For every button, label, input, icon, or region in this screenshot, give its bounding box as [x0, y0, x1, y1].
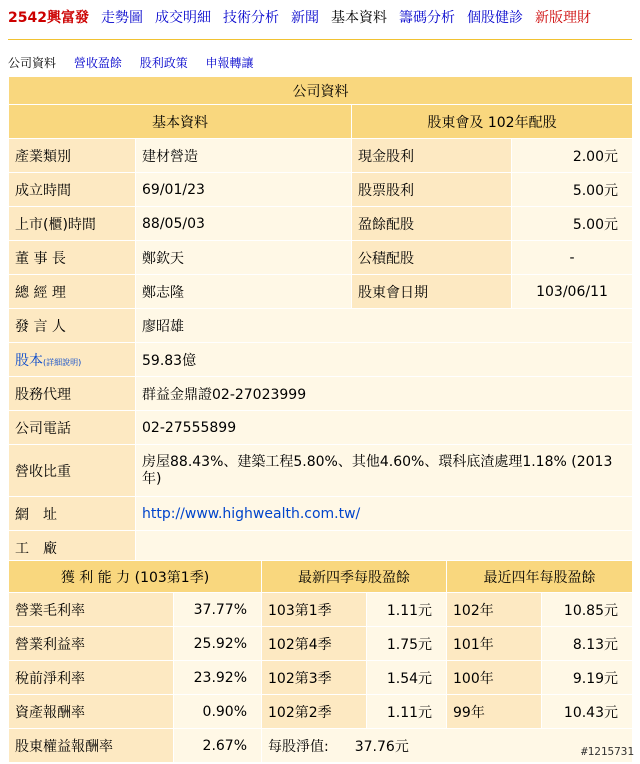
operating-margin-label: 營業利益率: [9, 627, 174, 661]
table-row: [9, 343, 633, 377]
stock-title: 2542興富發: [8, 10, 89, 26]
table-row: [9, 411, 633, 445]
spokesperson-label: 發 言 人: [9, 309, 136, 343]
table-row: [9, 377, 633, 411]
earnings-stock-label: 盈餘配股: [352, 207, 512, 241]
top-nav: [0, 0, 640, 34]
industry-value: 建材營造: [136, 139, 352, 173]
table-row: [9, 661, 633, 695]
nav-divider: [8, 39, 632, 40]
phone-value: 02-27555899: [136, 411, 633, 445]
eps-year-label: 100年: [447, 661, 542, 695]
reserve-stock-label: 公積配股: [352, 241, 512, 275]
nav-diagnosis[interactable]: 個股健診: [466, 10, 523, 26]
earnings-stock-value: 5.00元: [512, 207, 633, 241]
listing-value: 88/05/03: [136, 207, 352, 241]
table-row: [9, 241, 633, 275]
subnav-revenue[interactable]: 營收盈餘: [73, 56, 122, 70]
table-row: [9, 139, 633, 173]
nav-technical[interactable]: 技術分析: [222, 10, 279, 26]
nav-chart[interactable]: 走勢圖: [100, 10, 143, 26]
ceo-label: 總 經 理: [9, 275, 136, 309]
table-row: [9, 497, 633, 531]
gross-margin-value: 37.77%: [174, 593, 262, 627]
website-label: 網 址: [9, 497, 136, 531]
sub-nav: [8, 54, 268, 71]
basic-info-title: 基本資料: [9, 105, 352, 139]
eps-year-label: 102年: [447, 593, 542, 627]
nav-per-share-cell: [262, 729, 633, 763]
nav-news[interactable]: 新聞: [290, 10, 319, 26]
table-row: [9, 309, 633, 343]
profitability-table: [8, 560, 633, 763]
pretax-margin-value: 23.92%: [174, 661, 262, 695]
table-row: [9, 207, 633, 241]
eps-year-value: 10.43元: [542, 695, 633, 729]
watermark: #1215731: [581, 745, 634, 758]
eps-quarter-label: 102第3季: [262, 661, 367, 695]
eps-quarters-title: 最新四季每股盈餘: [262, 561, 447, 593]
table-row: [9, 729, 633, 763]
meeting-date-value: 103/06/11: [512, 275, 633, 309]
gross-margin-label: 營業毛利率: [9, 593, 174, 627]
roe-label: 股東權益報酬率: [9, 729, 174, 763]
nav-per-share-label: 每股淨值:: [268, 738, 329, 755]
ceo-value: 鄭志隆: [136, 275, 352, 309]
company-info-table: [8, 76, 633, 565]
table-row: [9, 275, 633, 309]
table-row: [9, 593, 633, 627]
nav-chips[interactable]: 籌碼分析: [398, 10, 455, 26]
agent-label: 股務代理: [9, 377, 136, 411]
capital-label-cell: [9, 343, 136, 377]
meeting-date-label: 股東會日期: [352, 275, 512, 309]
stock-dividend-label: 股票股利: [352, 173, 512, 207]
profitability-title: 獲 利 能 力 (103第1季): [9, 561, 262, 593]
eps-quarter-label: 103第1季: [262, 593, 367, 627]
nav-basic-info[interactable]: 基本資料: [330, 10, 387, 26]
phone-label: 公司電話: [9, 411, 136, 445]
revenue-mix-value: 房屋88.43%、建築工程5.80%、其他4.60%、環科底渣處理1.18% (2013年): [136, 445, 633, 497]
table-row: [9, 695, 633, 729]
operating-margin-value: 25.92%: [174, 627, 262, 661]
capital-value: 59.83億: [136, 343, 633, 377]
roa-value: 0.90%: [174, 695, 262, 729]
eps-year-value: 10.85元: [542, 593, 633, 627]
website-cell: [136, 497, 633, 531]
factory-label: 工 廠: [9, 531, 136, 565]
website-link[interactable]: http://www.highwealth.com.tw/: [142, 505, 361, 522]
eps-quarter-label: 102第4季: [262, 627, 367, 661]
chairman-label: 董 事 長: [9, 241, 136, 275]
nav-trades[interactable]: 成交明細: [154, 10, 211, 26]
roe-value: 2.67%: [174, 729, 262, 763]
industry-label: 產業類別: [9, 139, 136, 173]
eps-quarter-value: 1.11元: [367, 593, 447, 627]
stock-dividend-value: 5.00元: [512, 173, 633, 207]
eps-year-value: 9.19元: [542, 661, 633, 695]
reserve-stock-value: -: [512, 241, 633, 275]
pretax-margin-label: 稅前淨利率: [9, 661, 174, 695]
eps-quarter-value: 1.75元: [367, 627, 447, 661]
founded-value: 69/01/23: [136, 173, 352, 207]
roa-label: 資產報酬率: [9, 695, 174, 729]
table-row: [9, 173, 633, 207]
table-row: [9, 627, 633, 661]
chairman-value: 鄭欽天: [136, 241, 352, 275]
capital-detail-link[interactable]: (詳細說明): [43, 357, 82, 367]
nav-new-finance[interactable]: 新版理財: [534, 10, 591, 26]
listing-label: 上市(櫃)時間: [9, 207, 136, 241]
nav-per-share-value: 37.76元: [354, 738, 409, 755]
eps-year-label: 99年: [447, 695, 542, 729]
eps-years-title: 最近四年每股盈餘: [447, 561, 633, 593]
meeting-title: 股東會及 102年配股: [352, 105, 633, 139]
subnav-dividend[interactable]: 股利政策: [139, 56, 188, 70]
revenue-mix-label: 營收比重: [9, 445, 136, 497]
founded-label: 成立時間: [9, 173, 136, 207]
agent-value: 群益金鼎證02-27023999: [136, 377, 633, 411]
eps-year-value: 8.13元: [542, 627, 633, 661]
section-title: 公司資料: [9, 77, 633, 105]
cash-dividend-value: 2.00元: [512, 139, 633, 173]
table-row: [9, 445, 633, 497]
spokesperson-value: 廖昭雄: [136, 309, 633, 343]
eps-quarter-value: 1.11元: [367, 695, 447, 729]
cash-dividend-label: 現金股利: [352, 139, 512, 173]
eps-year-label: 101年: [447, 627, 542, 661]
eps-quarter-value: 1.54元: [367, 661, 447, 695]
capital-link[interactable]: 股本: [15, 352, 43, 369]
subnav-company: 公司資料: [8, 56, 57, 70]
eps-quarter-label: 102第2季: [262, 695, 367, 729]
subnav-transfer[interactable]: 申報轉讓: [205, 56, 254, 70]
